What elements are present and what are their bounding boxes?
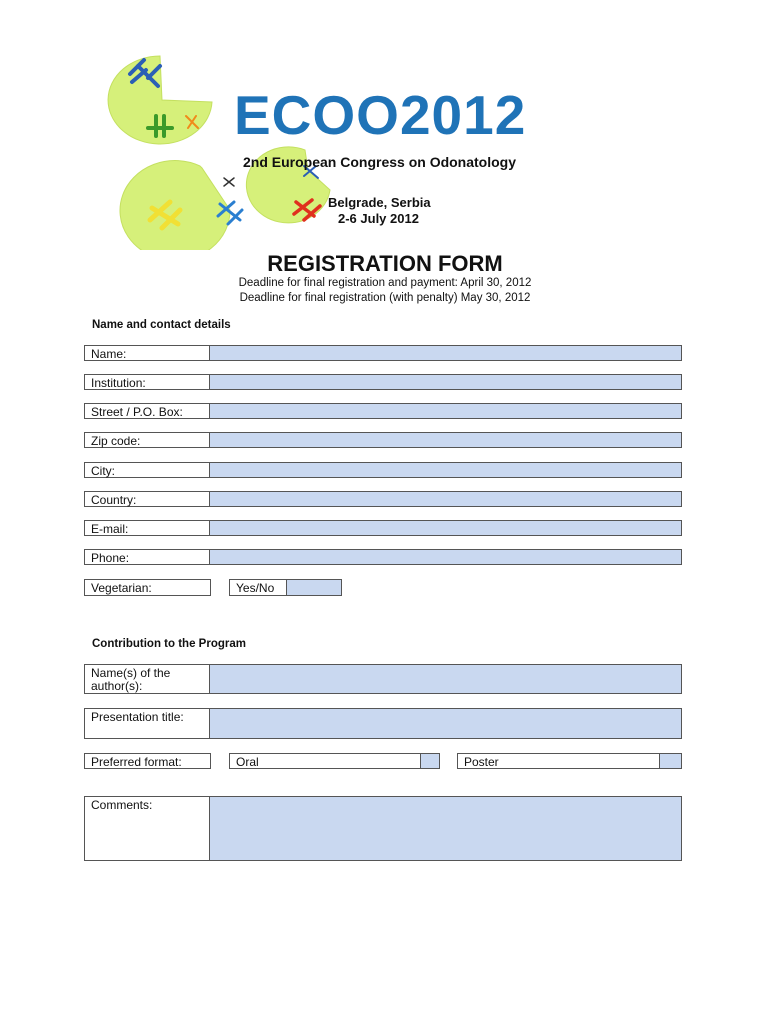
authors-field[interactable] bbox=[210, 664, 682, 694]
comments-row bbox=[84, 796, 682, 861]
presentation-row bbox=[84, 708, 682, 739]
congress-venue: Belgrade, Serbia bbox=[328, 195, 431, 210]
vegetarian-field[interactable] bbox=[286, 579, 342, 596]
section-heading-program: Contribution to the Program bbox=[92, 638, 246, 650]
authors-row bbox=[84, 664, 682, 694]
name-label: Name: bbox=[84, 345, 210, 361]
name-row bbox=[84, 345, 682, 361]
form-title: REGISTRATION FORM bbox=[267, 251, 503, 276]
city-row bbox=[84, 462, 682, 478]
poster-label: Poster bbox=[457, 753, 660, 769]
oral-label: Oral bbox=[229, 753, 421, 769]
yesno-label: Yes/No bbox=[229, 579, 287, 596]
institution-field[interactable] bbox=[210, 374, 682, 390]
zip-label: Zip code: bbox=[84, 432, 210, 448]
email-row bbox=[84, 520, 682, 536]
dragonfly-dark-icon bbox=[224, 178, 234, 186]
oral-checkbox[interactable] bbox=[420, 753, 440, 769]
comments-field[interactable] bbox=[210, 796, 682, 861]
authors-label: Name(s) of the author(s): bbox=[84, 664, 210, 694]
street-label: Street / P.O. Box: bbox=[84, 403, 210, 419]
lily-pad-left bbox=[120, 161, 230, 250]
presentation-field[interactable] bbox=[210, 708, 682, 739]
email-field[interactable] bbox=[210, 520, 682, 536]
city-label: City: bbox=[84, 462, 210, 478]
poster-checkbox[interactable] bbox=[659, 753, 682, 769]
deadline-penalty: Deadline for final registration (with penalty) May 30, 2012 bbox=[239, 292, 531, 304]
country-label: Country: bbox=[84, 491, 210, 507]
congress-dates: 2-6 July 2012 bbox=[338, 211, 419, 226]
section-heading-contact: Name and contact details bbox=[92, 319, 231, 331]
street-row bbox=[84, 403, 682, 419]
country-field[interactable] bbox=[210, 491, 682, 507]
phone-field[interactable] bbox=[210, 549, 682, 565]
institution-label: Institution: bbox=[84, 374, 210, 390]
phone-row bbox=[84, 549, 682, 565]
lily-pad-top bbox=[108, 56, 212, 144]
congress-title: ECOO2012 bbox=[234, 84, 527, 146]
name-field[interactable] bbox=[210, 345, 682, 361]
presentation-label: Presentation title: bbox=[84, 708, 210, 739]
phone-label: Phone: bbox=[84, 549, 210, 565]
congress-subtitle: 2nd European Congress on Odonatology bbox=[243, 154, 517, 170]
country-row bbox=[84, 491, 682, 507]
deadline-payment: Deadline for final registration and payment: April 30, 2012 bbox=[238, 277, 532, 289]
zip-row bbox=[84, 432, 682, 448]
street-field[interactable] bbox=[210, 403, 682, 419]
vegetarian-label: Vegetarian: bbox=[84, 579, 211, 596]
format-label: Preferred format: bbox=[84, 753, 211, 769]
city-field[interactable] bbox=[210, 462, 682, 478]
zip-field[interactable] bbox=[210, 432, 682, 448]
comments-label: Comments: bbox=[84, 796, 210, 861]
email-label: E-mail: bbox=[84, 520, 210, 536]
institution-row bbox=[84, 374, 682, 390]
